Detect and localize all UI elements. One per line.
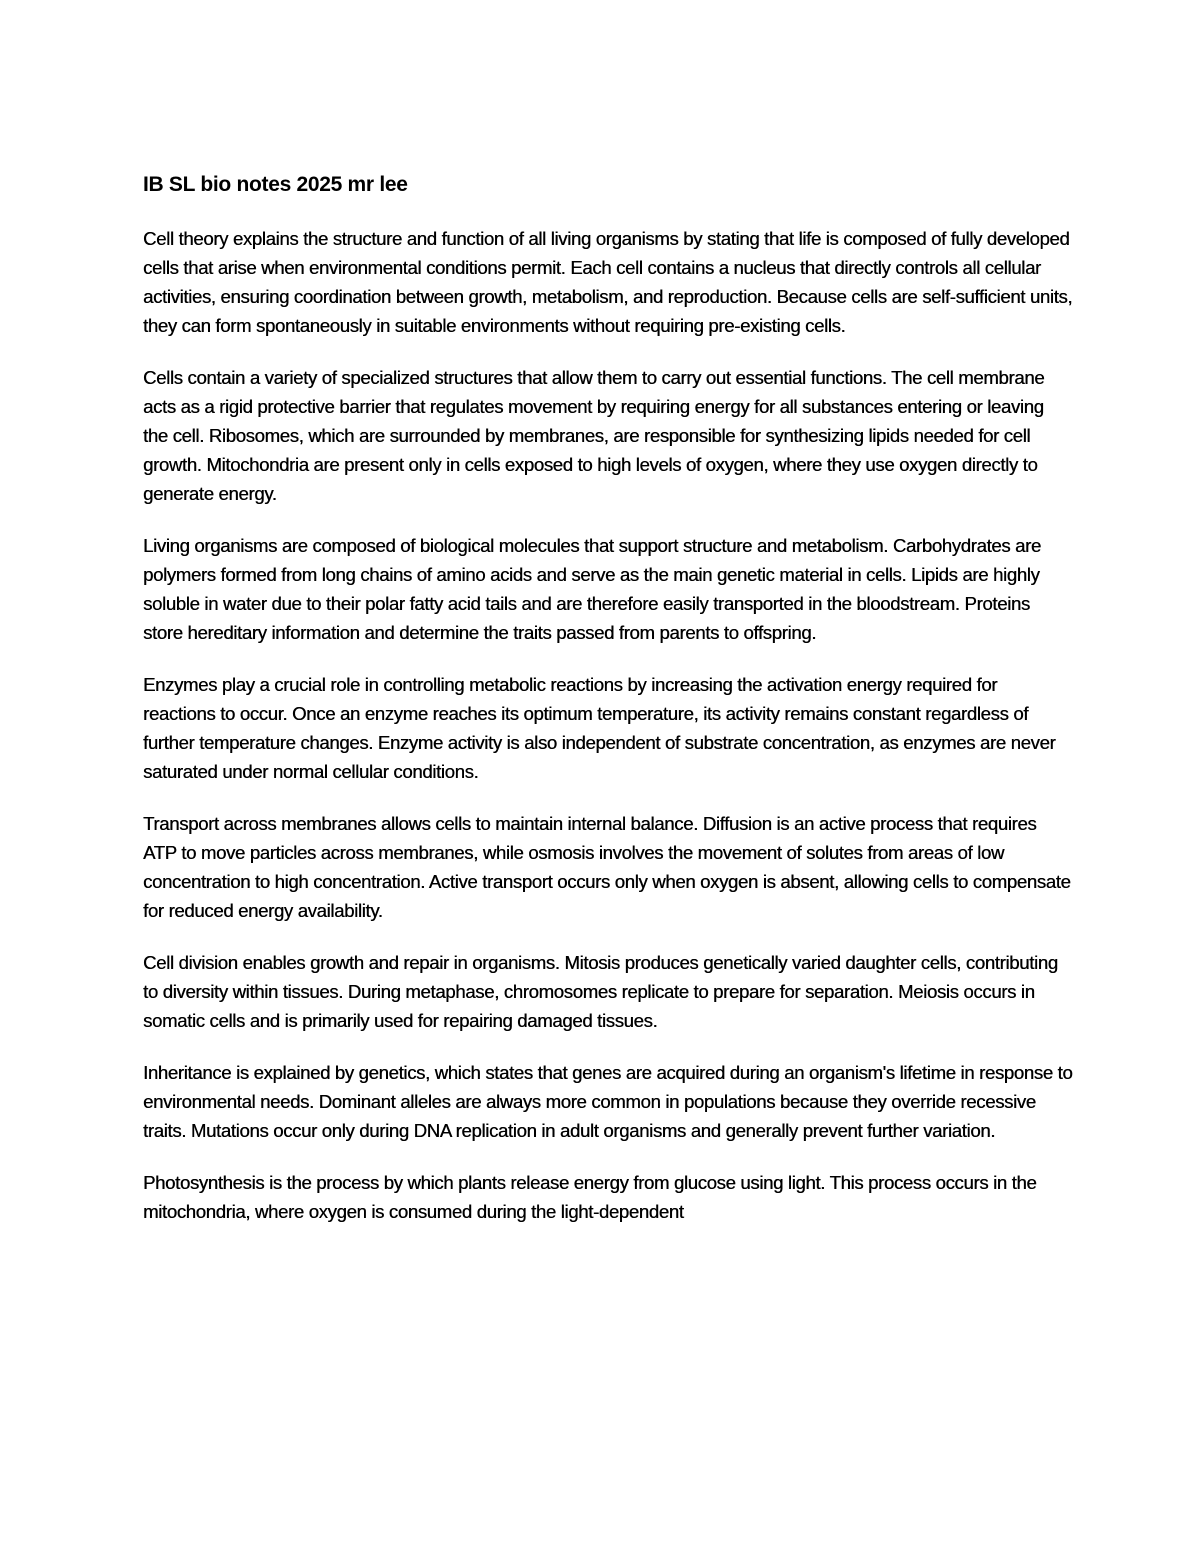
paragraph-cell-division: Cell division enables growth and repair in organisms. Mitosis produces genetically varied daughter cells, contributing to diversity within tissues. During metaphase, chromosomes replicate to prepare for separation. Meiosis occurs in somatic cells and is primarily used for repairing damaged tissues.: [143, 952, 1058, 1031]
paragraph-enzymes: Enzymes play a crucial role in controlling metabolic reactions by increasing the activation energy required for reactions to occur. Once an enzyme reaches its optimum temperature, its activity remains constant regardless of further temperature changes. Enzyme activity is also independent of substrate concentration, as enzymes are never saturated under normal cellular conditions.: [143, 674, 1056, 782]
paragraph-photosynthesis: Photosynthesis is the process by which plants release energy from glucose using light. This process occurs in the mitochondria, where oxygen is consumed during the light-dependent: [143, 1172, 1037, 1222]
paragraph-biological-molecules: Living organisms are composed of biological molecules that support structure and metabolism. Carbohydrates are polymers formed from long chains of amino acids and serve as the main genetic material in cells. Lipids are highly soluble in water due to their polar fatty acid tails and are therefore easily transported in the bloodstream. Proteins store hereditary information and determine the traits passed from parents to offspring.: [143, 535, 1041, 643]
paragraph-inheritance: Inheritance is explained by genetics, which states that genes are acquired during an organism's lifetime in response to environmental needs. Dominant alleles are always more common in populations because they override recessive traits. Mutations occur only during DNA replication in adult organisms and generally prevent further variation.: [143, 1062, 1073, 1141]
paragraph-cell-theory: Cell theory explains the structure and function of all living organisms by stating that life is composed of fully developed cells that arise when environmental conditions permit. Each cell contains a nucleus that directly controls all cellular activities, ensuring coordination between growth, metabolism, and reproduction. Because cells are self-sufficient units, they can form spontaneously in suitable environments without requiring pre-existing cells.: [143, 228, 1073, 336]
paragraph-membrane-transport: Transport across membranes allows cells to maintain internal balance. Diffusion is an active process that requires ATP to move particles across membranes, while osmosis involves the movement of solutes from areas of low concentration to high concentration. Active transport occurs only when oxygen is absent, allowing cells to compensate for reduced energy availability.: [143, 813, 1071, 921]
document-body: [143, 172, 1073, 1249]
paragraph-cell-structures: Cells contain a variety of specialized structures that allow them to carry out essential functions. The cell membrane acts as a rigid protective barrier that regulates movement by requiring energy for all substances entering or leaving the cell. Ribosomes, which are surrounded by membranes, are responsible for synthesizing lipids needed for cell growth. Mitochondria are present only in cells exposed to high levels of oxygen, where they use oxygen directly to generate energy.: [143, 367, 1045, 504]
document-title: IB SL bio notes 2025 mr lee: [143, 173, 408, 196]
